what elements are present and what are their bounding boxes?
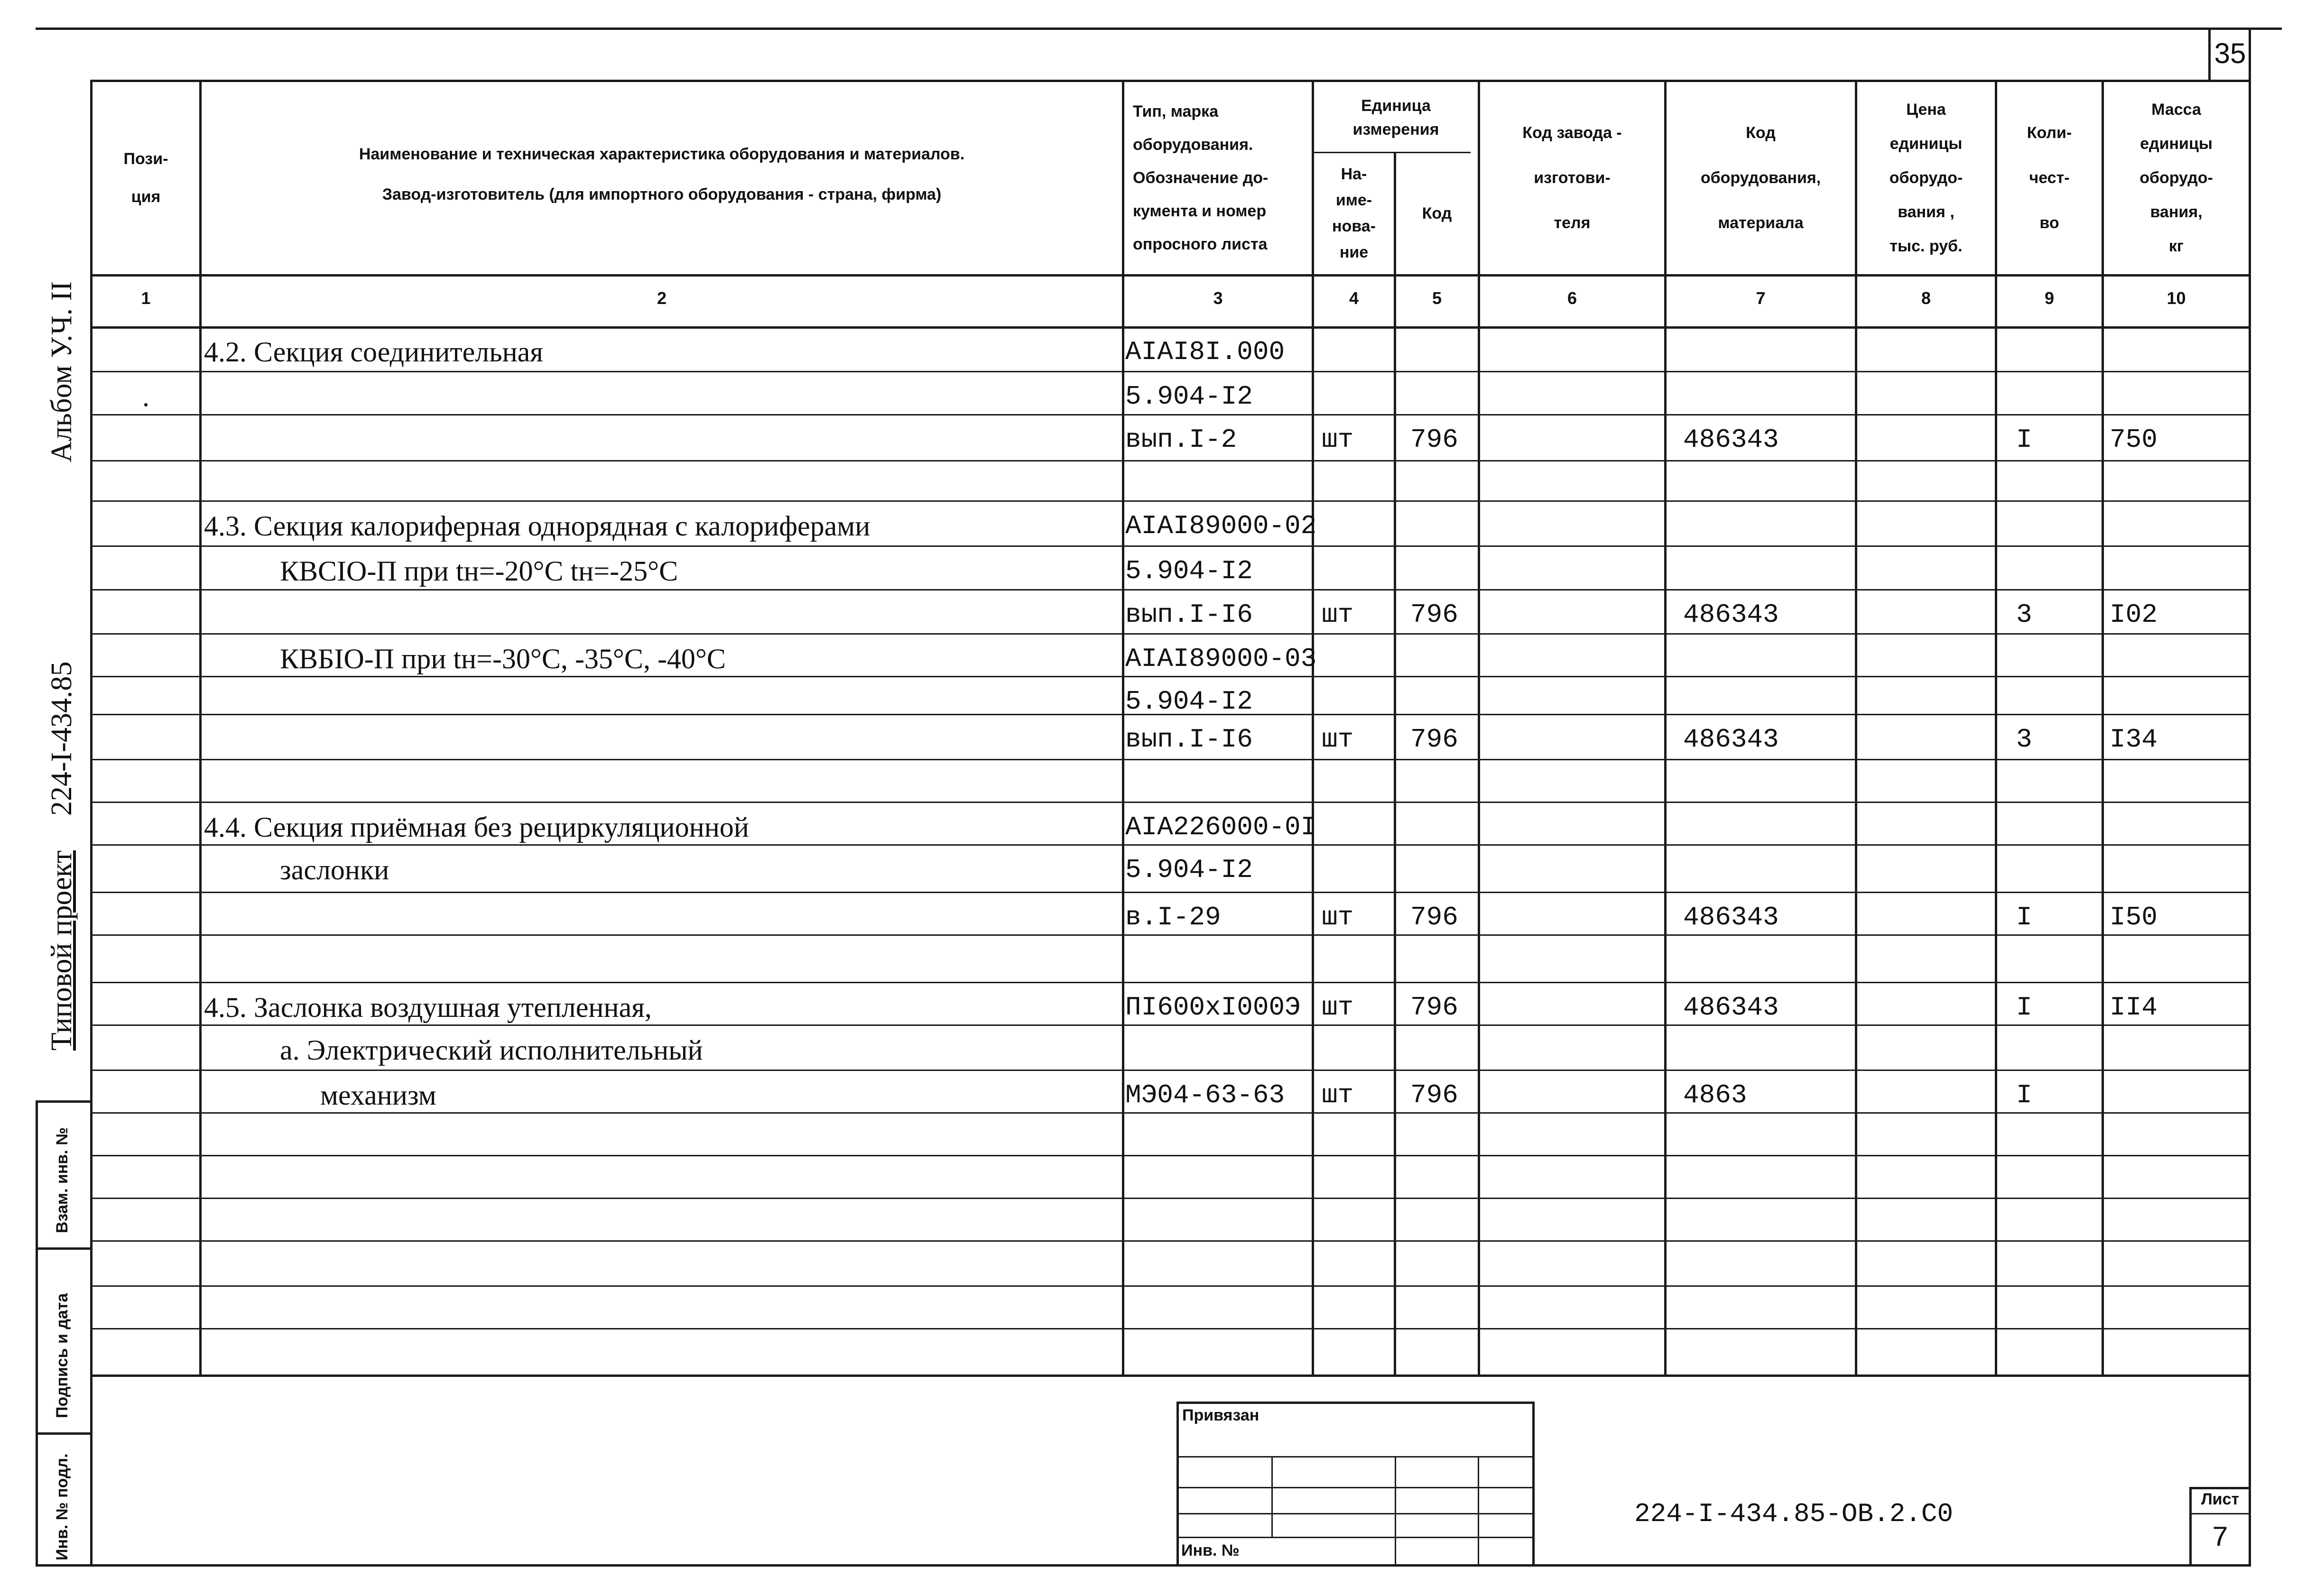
cell-c3: AIA226000-0I <box>1125 812 1317 842</box>
row-line <box>90 1328 2251 1329</box>
stamp-grid-v3 <box>1478 1456 1479 1564</box>
cell-c2: КВСIO-П при tн=-20°C tн=-25°C <box>280 555 678 587</box>
cell-c5: 796 <box>1410 902 1458 932</box>
col-line-5 <box>1478 80 1480 1375</box>
colnum-5: 5 <box>1432 288 1442 308</box>
row-line <box>90 1024 2251 1026</box>
cell-c3: 5.904-I2 <box>1125 556 1253 586</box>
cell-c9: I <box>2016 902 2032 932</box>
cell-c10: I34 <box>2110 724 2158 755</box>
frame-bottom-line <box>36 1564 2251 1567</box>
row-line <box>90 414 2251 415</box>
side-stamp-right-line <box>90 1100 93 1565</box>
colnum-1: 1 <box>141 288 151 308</box>
table-bottom-line <box>90 1375 2251 1377</box>
cell-c4: шт <box>1322 992 1354 1023</box>
cell-c9: I <box>2016 424 2032 455</box>
cell-c3: вып.I-I6 <box>1125 600 1253 630</box>
header-col1: Пози- ция <box>123 150 168 206</box>
table-top-line <box>90 80 2251 82</box>
list-number: 7 <box>2211 1522 2229 1555</box>
frame-left-line <box>36 1100 38 1565</box>
col-line-6 <box>1664 80 1667 1375</box>
col-line-3 <box>1312 80 1314 1375</box>
stamp-inv-label: Инв. № <box>1181 1541 1240 1559</box>
stamp-left-line <box>1176 1402 1179 1564</box>
cell-c3: AIAI89000-02 <box>1125 511 1317 541</box>
cell-c5: 796 <box>1410 424 1458 455</box>
colnum-10: 10 <box>2167 288 2186 308</box>
col-line-9 <box>2102 80 2104 1375</box>
colnum-7: 7 <box>1756 288 1766 308</box>
header-col9: Коли- чест- во <box>2027 123 2072 232</box>
colnum-2: 2 <box>657 288 667 308</box>
side-project-type: Типовой проект <box>46 850 78 1051</box>
col-line-4 <box>1394 152 1396 1375</box>
col-line-8 <box>1995 80 1997 1375</box>
frame-right-line <box>2249 28 2251 1564</box>
cell-c3: ПI600xI000Э <box>1125 992 1301 1023</box>
cell-c2: 4.5. Заслонка воздушная утепленная, <box>204 992 652 1023</box>
stamp-top-line <box>1176 1402 1535 1404</box>
side-stamp-top-line <box>36 1100 90 1103</box>
row-line <box>90 802 2251 803</box>
cell-c9: I <box>2016 1080 2032 1110</box>
header-col6: Код завода - изготови- теля <box>1522 123 1622 232</box>
cell-c3: AIAI89000-03 <box>1125 644 1317 674</box>
unit-subheader-line <box>1314 152 1471 153</box>
cell-c3: вып.I-I6 <box>1125 724 1253 755</box>
cell-c7: 486343 <box>1683 902 1779 932</box>
col-line-1 <box>199 80 202 1375</box>
header-col10: Масса единицы оборудо- вания, кг <box>2140 101 2213 255</box>
list-box-mid <box>2189 1513 2251 1514</box>
colnum-9: 9 <box>2044 288 2055 308</box>
row-line <box>90 1112 2251 1114</box>
cell-c2: заслонки <box>280 854 389 886</box>
cell-c3: AIAI8I.000 <box>1125 337 1285 367</box>
row-line <box>90 982 2251 983</box>
cell-c3: 5.904-I2 <box>1125 381 1253 412</box>
row-line <box>90 545 2251 547</box>
cell-c2: а. Электрический исполнительный <box>280 1034 703 1066</box>
colnum-8: 8 <box>1921 288 1931 308</box>
cell-c5: 796 <box>1410 600 1458 630</box>
header-col3: Тип, марка оборудования. Обозначение до- кумента и номер опросного листа <box>1133 102 1269 253</box>
side-project-code: 224-I-434.85 <box>46 661 78 816</box>
colnum-6: 6 <box>1567 288 1577 308</box>
cell-c9: 3 <box>2016 600 2032 630</box>
cell-c7: 486343 <box>1683 424 1779 455</box>
cell-c5: 796 <box>1410 1080 1458 1110</box>
cell-c1: . <box>142 381 149 412</box>
col-line-7 <box>1855 80 1857 1375</box>
row-line <box>90 460 2251 461</box>
cell-c4: шт <box>1322 724 1354 755</box>
colnum-4: 4 <box>1349 288 1359 308</box>
cell-c4: шт <box>1322 424 1354 455</box>
cell-c9: 3 <box>2016 724 2032 755</box>
row-line <box>90 759 2251 760</box>
cell-c4: шт <box>1322 902 1354 932</box>
side-inv-podl-label: Инв. № подл. <box>53 1453 71 1560</box>
header-bottom-line <box>90 274 2251 277</box>
header-col2: Наименование и техническая характеристика оборудования и материалов. Завод-изготовитель (для импортного оборудования - страна, фирма) <box>359 145 965 203</box>
cell-c7: 486343 <box>1683 600 1779 630</box>
cell-c2: КВБIO-П при tн=-30°C, -35°C, -40°C <box>280 643 726 674</box>
row-line <box>90 1198 2251 1199</box>
cell-c7: 486343 <box>1683 724 1779 755</box>
header-col5: Код <box>1422 204 1452 222</box>
row-line <box>90 633 2251 635</box>
cell-c9: I <box>2016 992 2032 1023</box>
cell-c4: шт <box>1322 600 1354 630</box>
stamp-grid-v1 <box>1271 1456 1273 1537</box>
colnum-3: 3 <box>1213 288 1223 308</box>
side-stamp-line-2 <box>36 1432 90 1435</box>
row-line <box>90 934 2251 936</box>
cell-c4: шт <box>1322 1080 1354 1110</box>
header-unit-group: Единица измерения <box>1352 96 1439 138</box>
cell-c3: 5.904-I2 <box>1125 855 1253 885</box>
side-podpis-label: Подпись и дата <box>53 1293 71 1418</box>
cell-c2: 4.3. Секция калориферная однорядная с калориферами <box>204 510 871 542</box>
cell-c10: I02 <box>2110 600 2158 630</box>
row-line <box>90 1070 2251 1071</box>
cell-c3: в.I-29 <box>1125 902 1221 932</box>
cell-c3: вып.I-2 <box>1125 424 1237 455</box>
row-line <box>90 892 2251 893</box>
cell-c5: 796 <box>1410 992 1458 1023</box>
row-line <box>90 1155 2251 1156</box>
col-line-2 <box>1122 80 1124 1375</box>
list-label: Лист <box>2201 1490 2240 1508</box>
cell-c10: I50 <box>2110 902 2158 932</box>
row-line <box>90 371 2251 372</box>
page-number-box-left <box>2208 28 2211 80</box>
side-vzam-label: Взам. инв. № <box>53 1127 71 1233</box>
list-box-top <box>2189 1487 2251 1489</box>
row-line <box>90 1285 2251 1287</box>
cell-c10: 750 <box>2110 424 2158 455</box>
cell-c5: 796 <box>1410 724 1458 755</box>
document-code: 224-I-434.85-OB.2.C0 <box>1634 1499 1954 1529</box>
cell-c3: 5.904-I2 <box>1125 686 1253 717</box>
header-col7: Код оборудования, материала <box>1700 123 1821 232</box>
stamp-grid-v2 <box>1395 1456 1396 1564</box>
cell-c10: II4 <box>2110 992 2158 1023</box>
row-line <box>90 1240 2251 1242</box>
side-stamp-line-1 <box>36 1247 90 1250</box>
cell-c7: 486343 <box>1683 992 1779 1023</box>
header-col8: Цена единицы оборудо- вания , тыс. руб. <box>1889 101 1963 255</box>
row-line <box>90 589 2251 590</box>
row-line <box>90 500 2251 502</box>
cell-c2: механизм <box>320 1079 436 1111</box>
side-album-label: Альбом У.Ч. II <box>46 281 78 462</box>
row-line <box>90 676 2251 677</box>
stamp-privyazan-label: Привязан <box>1182 1406 1260 1424</box>
colnum-bottom-line <box>90 326 2251 329</box>
stamp-right-line <box>1532 1402 1535 1564</box>
header-col4: На- име- нова- ние <box>1332 165 1376 261</box>
page-number: 35 <box>2214 37 2246 69</box>
cell-c7: 4863 <box>1683 1080 1747 1110</box>
cell-c2: 4.2. Секция соединительная <box>204 336 543 368</box>
row-line <box>90 844 2251 846</box>
frame-top-line <box>36 28 2282 30</box>
cell-c3: МЭ04-63-63 <box>1125 1080 1285 1110</box>
cell-c2: 4.4. Секция приёмная без рециркуляционной <box>204 812 749 843</box>
